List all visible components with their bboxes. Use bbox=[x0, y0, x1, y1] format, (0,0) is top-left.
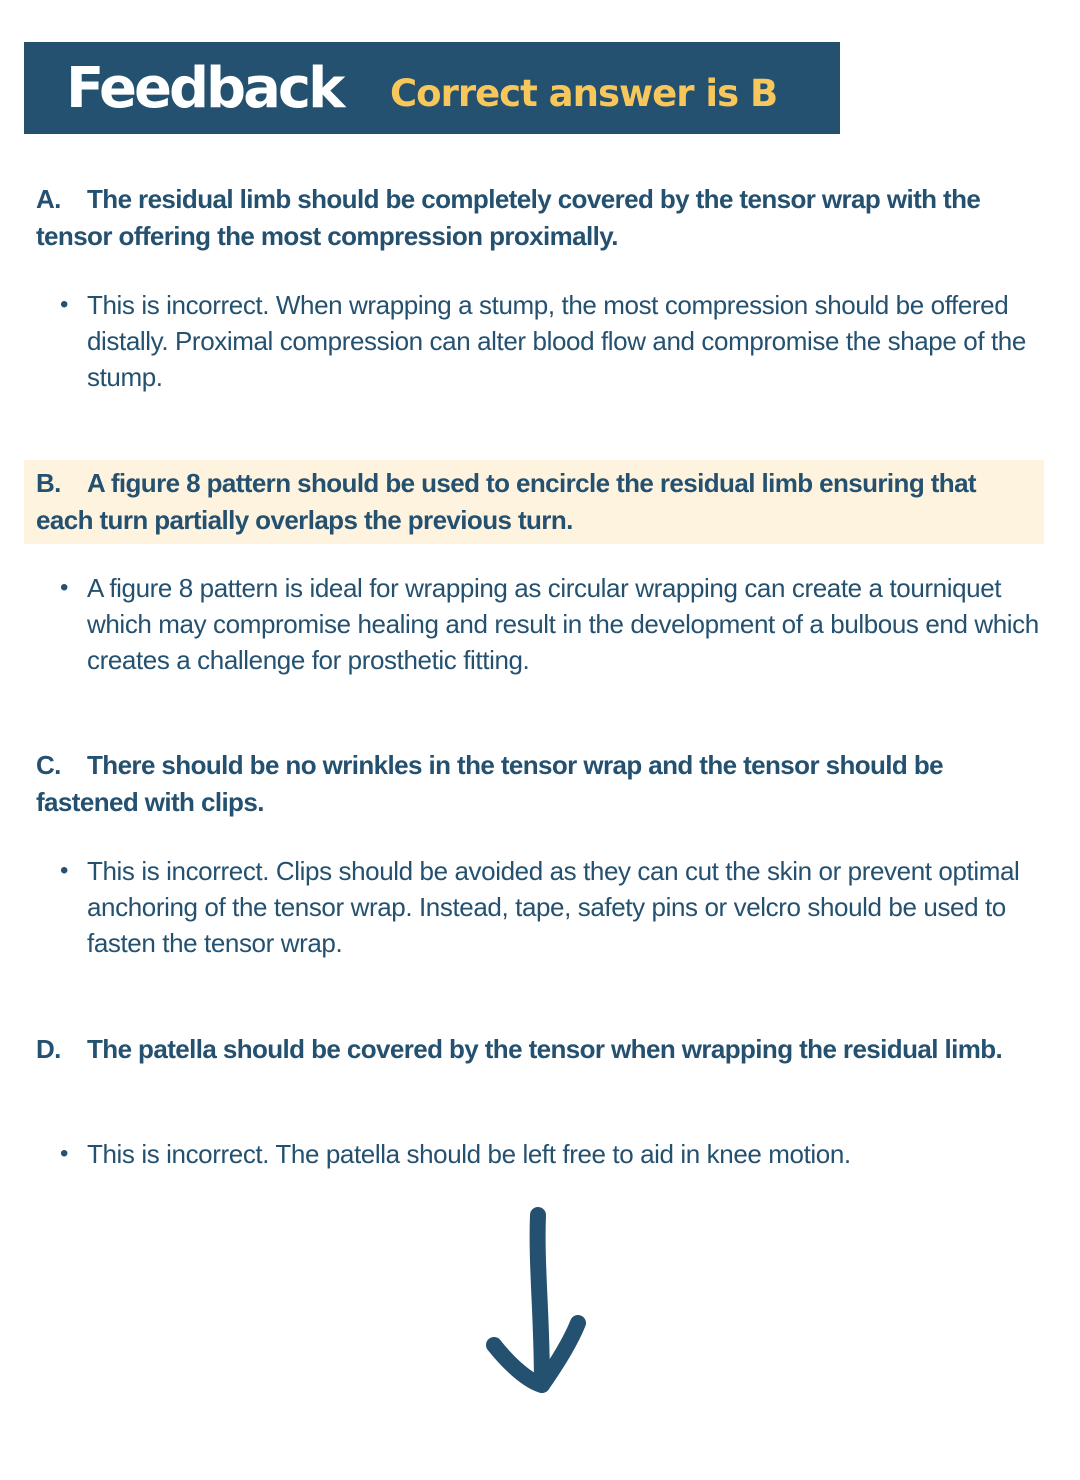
option-c-text: There should be no wrinkles in the tensor wrap and the tensor should be fastened with clips. bbox=[36, 750, 943, 817]
option-a-question bbox=[24, 181, 1044, 255]
option-a-letter: A. bbox=[36, 184, 61, 214]
option-d-text: The patella should be covered by the tensor when wrapping the residual limb. bbox=[87, 1034, 1003, 1064]
bullet-icon: • bbox=[60, 857, 69, 884]
bullet-icon: • bbox=[60, 1140, 69, 1167]
option-b-feedback bbox=[60, 570, 1045, 678]
bullet-icon: • bbox=[60, 291, 69, 318]
option-d bbox=[24, 1031, 1044, 1068]
feedback-banner bbox=[24, 42, 840, 134]
banner-title: Feedback bbox=[66, 56, 343, 121]
option-a-feedback bbox=[60, 287, 1045, 395]
option-c bbox=[24, 747, 1044, 821]
option-b-text: A figure 8 pattern should be used to encircle the residual limb ensuring that each turn partially overlaps the previous turn. bbox=[36, 468, 976, 535]
option-c-feedback-text: This is incorrect. Clips should be avoided as they can cut the skin or prevent optimal anchoring of the tensor wrap. Instead, tape, safety pins or velcro should be used to fasten the tensor wrap. bbox=[87, 856, 1020, 958]
option-b-question bbox=[24, 465, 1044, 539]
option-d-letter: D. bbox=[36, 1034, 61, 1064]
option-d-question bbox=[24, 1031, 1044, 1068]
option-c-question bbox=[24, 747, 1044, 821]
correct-answer-label: Correct answer is B bbox=[390, 72, 778, 115]
option-d-feedback bbox=[60, 1136, 1045, 1172]
option-b-feedback-text: A figure 8 pattern is ideal for wrapping as circular wrapping can create a tourniquet which may compromise healing and result in the development of a bulbous end which creates a challenge for prosthetic fitting. bbox=[87, 573, 1039, 675]
down-arrow-icon[interactable] bbox=[478, 1205, 598, 1405]
option-c-feedback bbox=[60, 853, 1045, 961]
option-a-text: The residual limb should be completely covered by the tensor wrap with the tensor offering the most compression proximally. bbox=[36, 184, 981, 251]
option-c-letter: C. bbox=[36, 750, 61, 780]
option-d-feedback-text: This is incorrect. The patella should be left free to aid in knee motion. bbox=[87, 1139, 851, 1169]
bullet-icon: • bbox=[60, 574, 69, 601]
option-a-feedback-text: This is incorrect. When wrapping a stump, the most compression should be offered distally. Proximal compression can alter blood flow and compromise the shape of the stump. bbox=[87, 290, 1026, 392]
option-a bbox=[24, 181, 1044, 255]
option-b bbox=[24, 460, 1044, 544]
option-b-letter: B. bbox=[36, 468, 61, 498]
